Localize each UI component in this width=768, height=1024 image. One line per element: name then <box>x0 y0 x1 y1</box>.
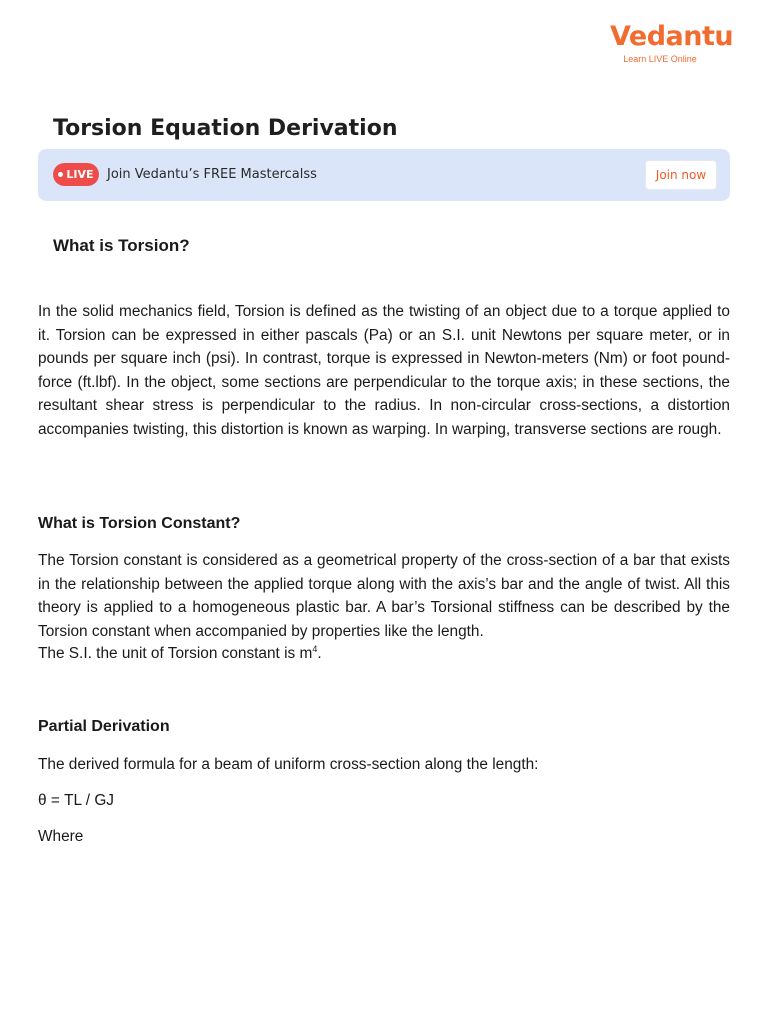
join-now-button[interactable]: Join now <box>645 160 717 190</box>
torsion-formula: θ = TL / GJ <box>38 792 114 809</box>
live-dot-icon <box>58 172 63 177</box>
heading-partial-derivation: Partial Derivation <box>38 718 170 735</box>
paragraph-torsion: In the solid mechanics field, Torsion is defined as the twisting of an object due to a torque applied to it. Torsion can be expressed in either pascals (Pa) or an S.I. unit Newtons per square meter, or in pounds per square inch (psi). In contrast, torque is expressed in Newton-meters (Nm) or foot pound-force (ft.lbf). In the object, some sections are perpendicular to the torque axis; in these sections, the resultant shear stress is perpendicular to the radius. In non-circular cross-sections, a distortion accompanies twisting, this distortion is known as warping. In warping, transverse sections are rough. <box>38 303 730 438</box>
page-title: Torsion Equation Derivation <box>53 116 398 141</box>
live-badge-label: LIVE <box>66 168 94 181</box>
si-unit-line <box>38 644 322 663</box>
si-unit-period: . <box>317 645 322 663</box>
where-label: Where <box>38 828 84 845</box>
heading-what-is-torsion: What is Torsion? <box>53 236 190 255</box>
heading-torsion-constant: What is Torsion Constant? <box>38 515 241 532</box>
vedantu-logo[interactable] <box>610 21 734 64</box>
logo-tagline: Learn LIVE Online <box>623 54 697 64</box>
si-unit-text: The S.I. the unit of Torsion constant is m <box>38 645 313 663</box>
logo-wordmark: Vedantu <box>610 21 734 52</box>
paragraph-torsion-constant: The Torsion constant is considered as a geometrical property of the cross-section of a bar that exists in the relationship between the applied torque along with the axis’s bar and the angle of twist. All this theory is applied to a homogeneous plastic bar. A bar’s Torsional stiffness can be described by the Torsion constant when accompanied by properties like the length. <box>38 552 730 640</box>
banner-text: Join Vedantu’s FREE Mastercalss <box>107 167 317 182</box>
live-badge <box>53 163 99 186</box>
si-unit-exponent: 4 <box>312 644 318 654</box>
masterclass-banner[interactable] <box>38 149 730 201</box>
derived-formula-intro: The derived formula for a beam of uniform cross-section along the length: <box>38 756 539 773</box>
